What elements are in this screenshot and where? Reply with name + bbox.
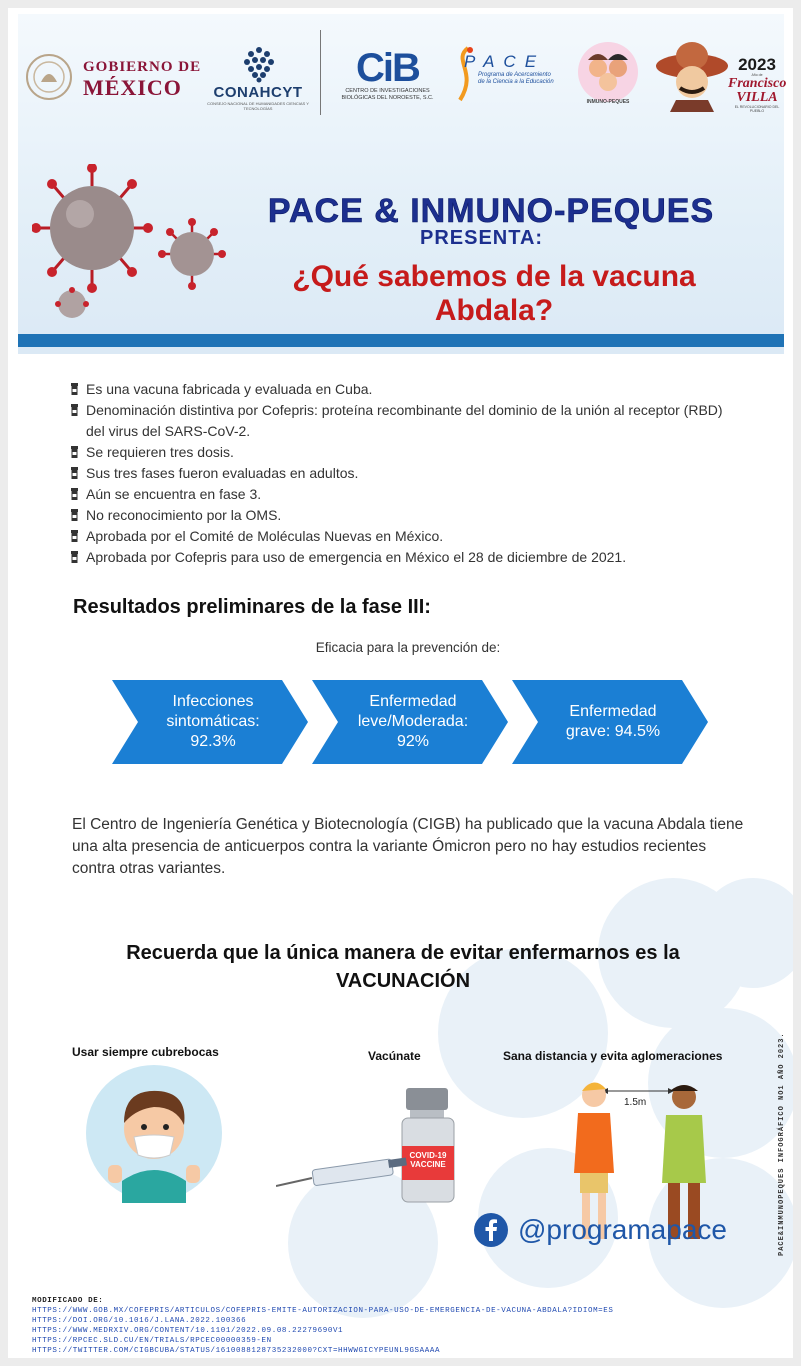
- year-number: 2023: [738, 55, 776, 74]
- side-credit: PACE&INMUNOPEQUES INFOGRÁFICO NO1 AÑO 2023.: [778, 1032, 786, 1256]
- presenta-label: PRESENTA:: [420, 227, 544, 249]
- vial-label: [404, 1151, 452, 1169]
- reference-link[interactable]: HTTPS://TWITTER.COM/CIGBCUBA/STATUS/1610088128735232000?CXT=HHWWGICYPEUNL9GSAAAA: [32, 1347, 441, 1355]
- infographic-page: [8, 8, 793, 1358]
- vial-bullet-icon: [70, 446, 79, 458]
- efficacy-caption: Eficacia para la prevención de:: [315, 640, 501, 655]
- gobierno-line2: MÉXICO: [83, 74, 182, 100]
- coronavirus-illustration-icon: [32, 164, 232, 326]
- gobierno-mexico-logo: [83, 60, 201, 99]
- gobierno-line1: GOBIERNO DE: [83, 59, 202, 75]
- efficacy-arrows: [112, 680, 712, 764]
- reference-link[interactable]: HTTPS://RPCEC.SLD.CU/EN/TRIALS/RPCEC00000359-EN: [32, 1337, 272, 1345]
- results-title: Resultados preliminares de la fase III:: [73, 596, 431, 618]
- cib-sub2: BIOLÓGICAS DEL NOROESTE, S.C.: [341, 94, 434, 101]
- arrow-3-line2: grave: 94.5%: [565, 723, 661, 740]
- facebook-link[interactable]: [474, 1213, 727, 1247]
- list-item: [70, 484, 730, 505]
- vial-bullet-icon: [70, 467, 79, 479]
- fact-text: Es una vacuna fabricada y evaluada en Cuba.: [86, 381, 373, 397]
- vial-label-line2: VACCINE: [410, 1160, 446, 1169]
- conahcyt-name: CONAHCYT: [213, 84, 303, 101]
- vial-bullet-icon: [70, 404, 79, 416]
- list-item: [70, 400, 730, 442]
- francisco-villa-portrait-icon: [654, 38, 730, 112]
- arrow-label-1: [138, 692, 288, 752]
- pace-sub2: de la Ciencia a la Educación: [478, 78, 554, 85]
- page-subtitle: ¿Qué sabemos de la vacuna Abdala?: [292, 260, 696, 327]
- references: [32, 1296, 782, 1356]
- facebook-handle[interactable]: @programapace: [518, 1214, 727, 1245]
- arrow-label-2: [338, 692, 488, 752]
- conahcyt-dots-icon: [236, 44, 282, 84]
- reference-link[interactable]: HTTPS://WWW.GOB.MX/COFEPRIS/ARTICULOS/COFEPRIS-EMITE-AUTORIZACION-PARA-USO-DE-EMERGENCIA-DE-VACUNA-ABDALA?IDIOM=ES: [32, 1307, 614, 1315]
- pace-logo: [436, 52, 574, 86]
- fact-text: Denominación distintiva por Cofepris: proteína recombinante del dominio de la unión al receptor (RBD) del virus del SARS-CoV-2.: [86, 402, 723, 439]
- cigb-paragraph: El Centro de Ingeniería Genética y Biotecnología (CIGB) ha publicado que la vacuna Abdala tiene una alta presencia de anticuerpos contra la variante Ómicron pero no hay estudios recientes contra otras variantes.: [72, 816, 744, 877]
- list-item: [70, 442, 730, 463]
- vial-bullet-icon: [70, 488, 79, 500]
- reference-link[interactable]: HTTPS://WWW.MEDRXIV.ORG/CONTENT/10.1101/2022.09.08.22279690V1: [32, 1327, 344, 1335]
- fact-text: Sus tres fases fueron evaluadas en adultos.: [86, 465, 359, 481]
- vial-bullet-icon: [70, 383, 79, 395]
- inmuno-peques-logo-icon: [576, 38, 640, 108]
- year-badge: [728, 56, 786, 113]
- arrow-1-line2: sintomáticas:: [166, 713, 260, 730]
- list-item: [70, 463, 730, 484]
- list-item: [70, 547, 730, 568]
- fact-text: Aprobada por el Comité de Moléculas Nuevas en México.: [86, 528, 444, 544]
- villa-small: EL REVOLUCIONARIO DEL PUEBLO: [734, 105, 780, 113]
- page-title: PACE & INMUNO-PEQUES: [267, 192, 715, 230]
- year-small: Año de: [751, 73, 763, 77]
- villa-name1: Francisco: [728, 76, 787, 91]
- vaccine-vial-syringe-icon: [276, 1086, 476, 1206]
- vial-bullet-icon: [70, 530, 79, 542]
- arrow-label-3: [538, 702, 688, 742]
- fact-text: Aprobada por Cofepris para uso de emergencia en México el 28 de diciembre de 2021.: [86, 549, 627, 565]
- arrow-2-line1: Enfermedad: [369, 693, 457, 710]
- conahcyt-logo: [203, 84, 313, 111]
- pace-sub1: Programa de Acercamiento: [478, 72, 551, 78]
- facts-list: [70, 379, 730, 568]
- references-heading: MODIFICADO DE:: [32, 1297, 104, 1305]
- cib-sub1: CENTRO DE INVESTIGACIONES: [345, 88, 430, 94]
- inmuno-peques-label: INMUNO-PEQUES: [586, 99, 630, 105]
- tip-mask-label: Usar siempre cubrebocas: [72, 1045, 219, 1059]
- distance-value: 1.5m: [624, 1097, 647, 1108]
- pace-word: PACE: [464, 52, 546, 71]
- arrow-2-line2: leve/Moderada:: [357, 713, 469, 730]
- arrow-1-line3: 92.3%: [190, 733, 236, 750]
- child-with-mask-icon: [84, 1063, 224, 1203]
- list-item: [70, 379, 730, 400]
- fact-text: Se requieren tres dosis.: [86, 444, 234, 460]
- fact-text: Aún se encuentra en fase 3.: [86, 486, 262, 502]
- tip-vaccinate-label: Vacúnate: [368, 1049, 421, 1063]
- tip-distance-label: Sana distancia y evita aglomeraciones: [503, 1049, 723, 1063]
- reminder-line2: VACUNACIÓN: [335, 970, 471, 992]
- list-item: [70, 505, 730, 526]
- conahcyt-sub: CONSEJO NACIONAL DE HUMANIDADES CIENCIAS Y TECNOLOGÍAS: [207, 101, 309, 111]
- logo-divider: [320, 30, 321, 115]
- fact-text: No reconocimiento por la OMS.: [86, 507, 282, 523]
- reference-link[interactable]: HTTPS://DOI.ORG/10.1016/J.LANA.2022.100366: [32, 1317, 247, 1325]
- vial-bullet-icon: [70, 509, 79, 521]
- villa-name2: VILLA: [736, 90, 778, 105]
- arrow-1-line1: Infecciones: [172, 693, 254, 710]
- vial-label-line1: COVID-19: [409, 1151, 447, 1160]
- list-item: [70, 526, 730, 547]
- header-blue-bar: [18, 334, 784, 347]
- reminder-line1: Recuerda que la única manera de evitar enfermarnos es la: [126, 942, 680, 964]
- vaccination-reminder: [48, 939, 758, 995]
- cib-mark: CiB: [356, 46, 419, 90]
- mexico-seal-icon: [24, 52, 74, 102]
- vial-bullet-icon: [70, 551, 79, 563]
- facebook-icon: [474, 1213, 508, 1247]
- arrow-3-line1: Enfermedad: [569, 703, 657, 720]
- cib-logo: [335, 48, 440, 101]
- arrow-2-line3: 92%: [396, 733, 430, 750]
